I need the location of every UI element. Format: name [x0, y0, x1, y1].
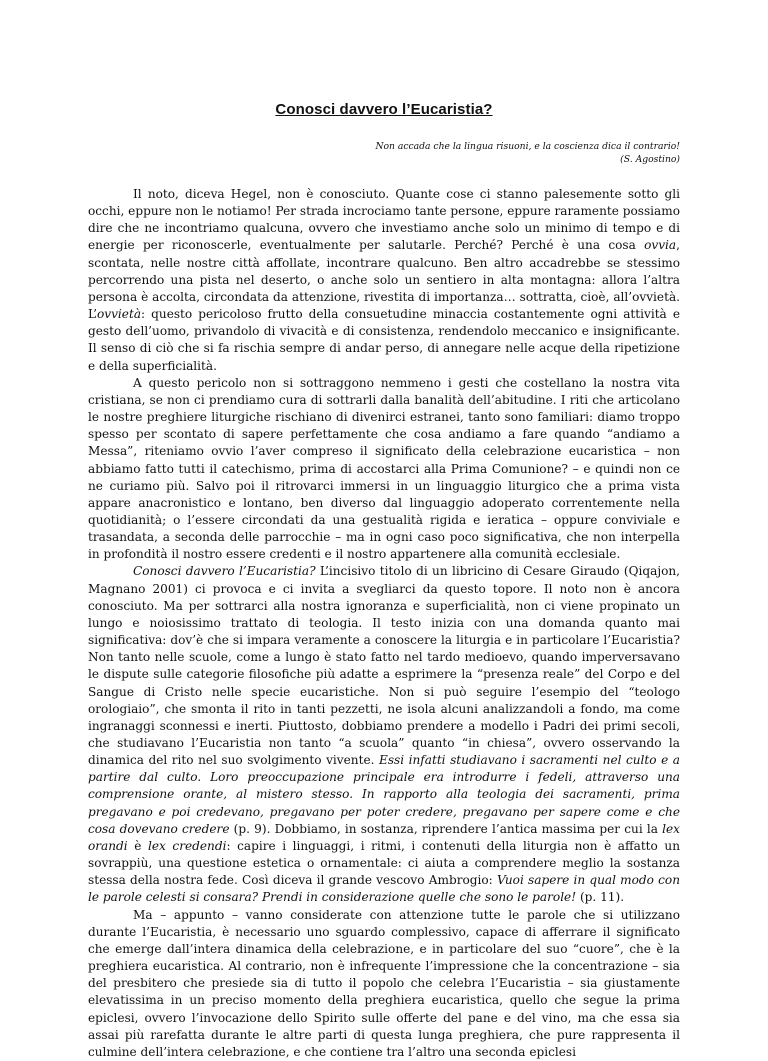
- document-title: Conosci davvero l’Eucaristia?: [275, 101, 493, 118]
- text-run: : capire i linguaggi, i ritmi, i contenuti della liturgia non è affatto un sovrappiù, una questione estetica o ornamentale: ci aiuta a comprendere meglio la sostanza stessa della nostra fede. Così diceva il grande vescovo Ambrogio:: [88, 838, 680, 888]
- italic-text: Essi infatti studiavano i sacramenti nel culto e a partire dal culto. Loro preoccupazione principale era introdurre i fedeli, attraverso una comprensione orante, al mistero stesso. In rapporto alla teologia dei sacramenti, prima pregavano e poi credevano, pregavano per poter credere, pregavano per sapere come e che cosa dovevano credere: [88, 753, 680, 836]
- text-run: Il noto, diceva Hegel, non è conosciuto. Quante cose ci stanno palesemente sotto gli occhi, eppure non le notiamo! Per strada incrociamo tante persone, eppure raramente possiamo dire che ne incontriamo qualcuna, ovvero che investiamo anche solo un minimo di tempo e di energie per riconoscerle, eventualmente per salutarle. Perché? Perché è una cosa: [88, 187, 680, 253]
- text-run: (p. 11).: [576, 890, 625, 905]
- body-paragraph: [88, 375, 680, 564]
- italic-text: lex orandi: [88, 821, 680, 853]
- text-run: : questo pericoloso frutto della consuetudine minaccia costantemente ogni attività e gesto dell’uomo, privandolo di vivacità e di consistenza, rendendolo meccanico e insignificante. Il senso di ciò che si fa rischia sempre di andar perso, di annegare nelle acque della ripetizione e della superficialità.: [88, 307, 680, 373]
- text-run: , scontata, nelle nostre città affollate, incontrare qualcuno. Ben altro accadrebbe se stessimo percorrendo una pista nel deserto, o anche solo un sentiero in alta montagna: allora l’altra persona è accolta, circondata da attenzione, rivestita di importanza… sottratta, cioè, all’ovvietà. L’: [88, 238, 680, 322]
- text-run: è: [127, 838, 148, 853]
- epigraph: [88, 140, 680, 166]
- italic-text: Vuoi sapere in qual modo con le parole celesti si consara? Prendi in considerazione quelle che sono le parole!: [88, 873, 680, 905]
- text-run: Ma – appunto – vanno considerate con attenzione tutte le parole che si utilizzano durante l’Eucaristia, è necessario uno sguardo complessivo, capace di afferrare il significato che emerge dall’intera dinamica della celebrazione, e in particolare del suo “cuore”, che è la preghiera eucaristica. Al contrario, non è infrequente l’impressione che la concentrazione – sia del presbitero che presiede sia di tutto il popolo che celebra l’Eucaristia – sia giustamente elevatissima in un preciso momento della preghiera eucaristica, quello che segue la prima epiclesi, ovvero l’invocazione dello Spirito sulle offerte del pane e del vino, ma che essa sia assai più rarefatta durante le altre parti di questa lunga preghiera, che pure rappresenta il culmine dell’intera celebrazione, e che contiene tra l’altro una seconda epiclesi: [88, 907, 680, 1059]
- epigraph-author: (S. Agostino): [620, 154, 680, 165]
- body-paragraph: [88, 186, 680, 375]
- italic-text: lex credendi: [148, 838, 227, 853]
- italic-text: ovvietà: [96, 307, 142, 322]
- body-text: [88, 186, 680, 1061]
- text-run: A questo pericolo non si sottraggono nemmeno i gesti che costellano la nostra vita cristiana, se non ci prendiamo cura di sottrarli dalla banalità dell’abitudine. I riti che articolano le nostre preghiere liturgiche rischiano di divenirci estranei, tanto sono familiari: diamo troppo spesso per scontato di sapere perfettamente che cosa andiamo a fare quando “andiamo a Messa”, riteniamo ovvio l’aver compreso il significato della celebrazione eucaristica – non abbiamo fatto tutti il catechismo, prima di accostarci alla Prima Comunione? – e quindi non ce ne curiamo più. Salvo poi il ritrovarci immersi in un linguaggio liturgico che a prima vista appare anacronistico e lontano, ben diverso dal linguaggio adoperato correntemente nella quotidianità; o l’essere circondati da una gestualità rigida e ieratica – oppure conviviale e trasandata, a seconda delle parrocchie – ma in ogni caso poco significativa, che non interpella in profondità il nostro essere credenti e il nostro appartenere alla comunità ecclesiale.: [88, 375, 680, 562]
- body-paragraph: [88, 563, 680, 906]
- text-run: L’incisivo titolo di un libricino di Cesare Giraudo (Qiqajon, Magnano 2001) ci provoca e ci invita a svegliarci da questo topore. Il noto non è ancora conosciuto. Ma per sottrarci alla nostra ignoranza e superficialità, non ci viene propinato un lungo e noiosissimo trattato di teologia. Il testo inizia con una domanda quanto mai significativa: dov’è che si impara veramente a conoscere la liturgia e in particolare l’Eucaristia? Non tanto nelle scuole, come a lungo è stato fatto nel tardo medioevo, quando imperversavano le dispute sulle categorie filosofiche più adatte a esprimere la “presenza reale” del Corpo e del Sangue di Cristo nelle specie eucaristiche. Non si può seguire l’esempio del “teologo orologiaio”, che smonta il rito in tanti pezzetti, ne isola alcuni analizzandoli a fondo, ma come ingranaggi sconnessi e inerti. Piuttosto, dobbiamo prendere a modello i Padri dei primi secoli, che studiavano l’Eucaristia non tanto “a scuola” quanto “in chiesa”, ovvero osservando la dinamica del rito nel suo svolgimento vivente.: [88, 564, 680, 768]
- italic-text: ovvia: [644, 238, 677, 253]
- epigraph-quote: Non accada che la lingua risuoni, e la coscienza dica il contrario!: [375, 141, 680, 152]
- body-paragraph: [88, 907, 680, 1061]
- italic-text: Conosci davvero l’Eucaristia?: [133, 564, 316, 579]
- text-run: (p. 9). Dobbiamo, in sostanza, riprendere l’antica massima per cui la: [229, 821, 663, 836]
